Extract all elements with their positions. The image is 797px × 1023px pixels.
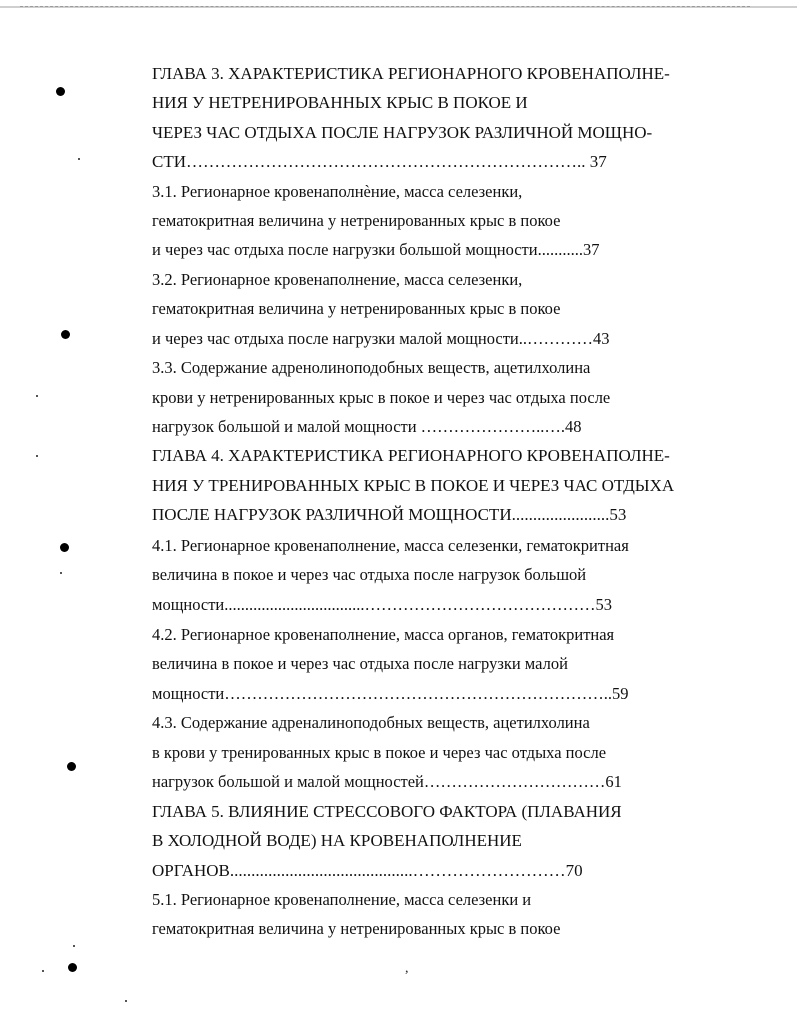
chapter-5-heading-line-1: ГЛАВА 5. ВЛИЯНИЕ СТРЕССОВОГО ФАКТОРА (ПЛАВАНИЯ	[152, 802, 622, 821]
section-3-2-line-3: и через час отдыха после нагрузки малой мощности..…………43	[152, 329, 610, 348]
scan-speck	[36, 455, 38, 457]
section-3-2-line-2: гематокритная величина у нетренированных крыс в покое	[152, 299, 561, 318]
section-3-2-line-1: 3.2. Регионарное кровенаполнение, масса селезенки,	[152, 270, 523, 289]
chapter-3-heading-line-4: СТИ…………………………………………………………….. 37	[152, 152, 607, 171]
section-4-1-line-2: величина в покое и через час отдыха после нагрузок большой	[152, 565, 587, 584]
section-4-2-line-3: мощности……………………………………………………………..59	[152, 684, 629, 703]
scan-speck	[125, 1000, 127, 1002]
section-5-1-line-2: гематокритная величина у нетренированных крыс в покое	[152, 919, 561, 938]
scan-speck	[78, 158, 80, 160]
chapter-4-heading-line-3: ПОСЛЕ НАГРУЗОК РАЗЛИЧНОЙ МОЩНОСТИ.......................53	[152, 505, 627, 524]
scan-speck	[60, 572, 62, 574]
page-mark: ,	[405, 961, 409, 976]
chapter-4-heading-line-2: НИЯ У ТРЕНИРОВАННЫХ КРЫС В ПОКОЕ И ЧЕРЕЗ ЧАС ОТДЫХА	[152, 476, 675, 495]
section-4-1-line-1: 4.1. Регионарное кровенаполнение, масса селезенки, гематокритная	[152, 536, 629, 555]
chapter-3-heading-line-1: ГЛАВА 3. ХАРАКТЕРИСТИКА РЕГИОНАРНОГО КРОВЕНАПОЛНЕ-	[152, 64, 670, 83]
chapter-4-heading-line-1: ГЛАВА 4. ХАРАКТЕРИСТИКА РЕГИОНАРНОГО КРОВЕНАПОЛНЕ-	[152, 446, 670, 465]
chapter-5-heading-line-3: ОРГАНОВ...........................................………………………70	[152, 861, 583, 880]
punch-hole	[56, 87, 65, 96]
section-4-1-line-3: мощности..................................……………………………………53	[152, 595, 613, 614]
chapter-3-heading-line-2: НИЯ У НЕТРЕНИРОВАННЫХ КРЫС В ПОКОЕ И	[152, 93, 528, 112]
section-3-3-line-2: крови у нетренированных крыс в покое и через час отдыха после	[152, 388, 611, 407]
section-4-3-line-2: в крови у тренированных крыс в покое и через час отдыха после	[152, 743, 607, 762]
punch-hole	[60, 543, 69, 552]
section-3-1-line-1: 3.1. Регионарное кровенаполнѐние, масса селезенки,	[152, 182, 523, 201]
section-3-1-line-2: гематокритная величина у нетренированных крыс в покое	[152, 211, 561, 230]
section-5-1-line-1: 5.1. Регионарное кровенаполнение, масса селезенки и	[152, 890, 532, 909]
section-4-2-line-1: 4.2. Регионарное кровенаполнение, масса органов, гематокритная	[152, 625, 615, 644]
section-4-2-line-2: величина в покое и через час отдыха после нагрузки малой	[152, 654, 568, 673]
scan-speck	[73, 945, 75, 947]
section-4-3-line-3: нагрузок большой и малой мощностей……………………………61	[152, 772, 622, 791]
section-3-1-line-3: и через час отдыха после нагрузки большой мощности...........37	[152, 240, 600, 259]
scan-speck	[36, 395, 38, 397]
top-rule-dashed	[20, 6, 750, 8]
punch-hole	[61, 330, 70, 339]
chapter-3-heading-line-3: ЧЕРЕЗ ЧАС ОТДЫХА ПОСЛЕ НАГРУЗОК РАЗЛИЧНОЙ МОЩНО-	[152, 123, 653, 142]
punch-hole	[67, 762, 76, 771]
chapter-5-heading-line-2: В ХОЛОДНОЙ ВОДЕ) НА КРОВЕНАПОЛНЕНИЕ	[152, 831, 522, 850]
section-3-3-line-3: нагрузок большой и малой мощности …………………..….48	[152, 417, 582, 436]
scan-speck	[42, 970, 44, 972]
punch-hole	[68, 963, 77, 972]
section-4-3-line-1: 4.3. Содержание адреналиноподобных веществ, ацетилхолина	[152, 713, 590, 732]
section-3-3-line-1: 3.3. Содержание адренолиноподобных веществ, ацетилхолина	[152, 358, 591, 377]
